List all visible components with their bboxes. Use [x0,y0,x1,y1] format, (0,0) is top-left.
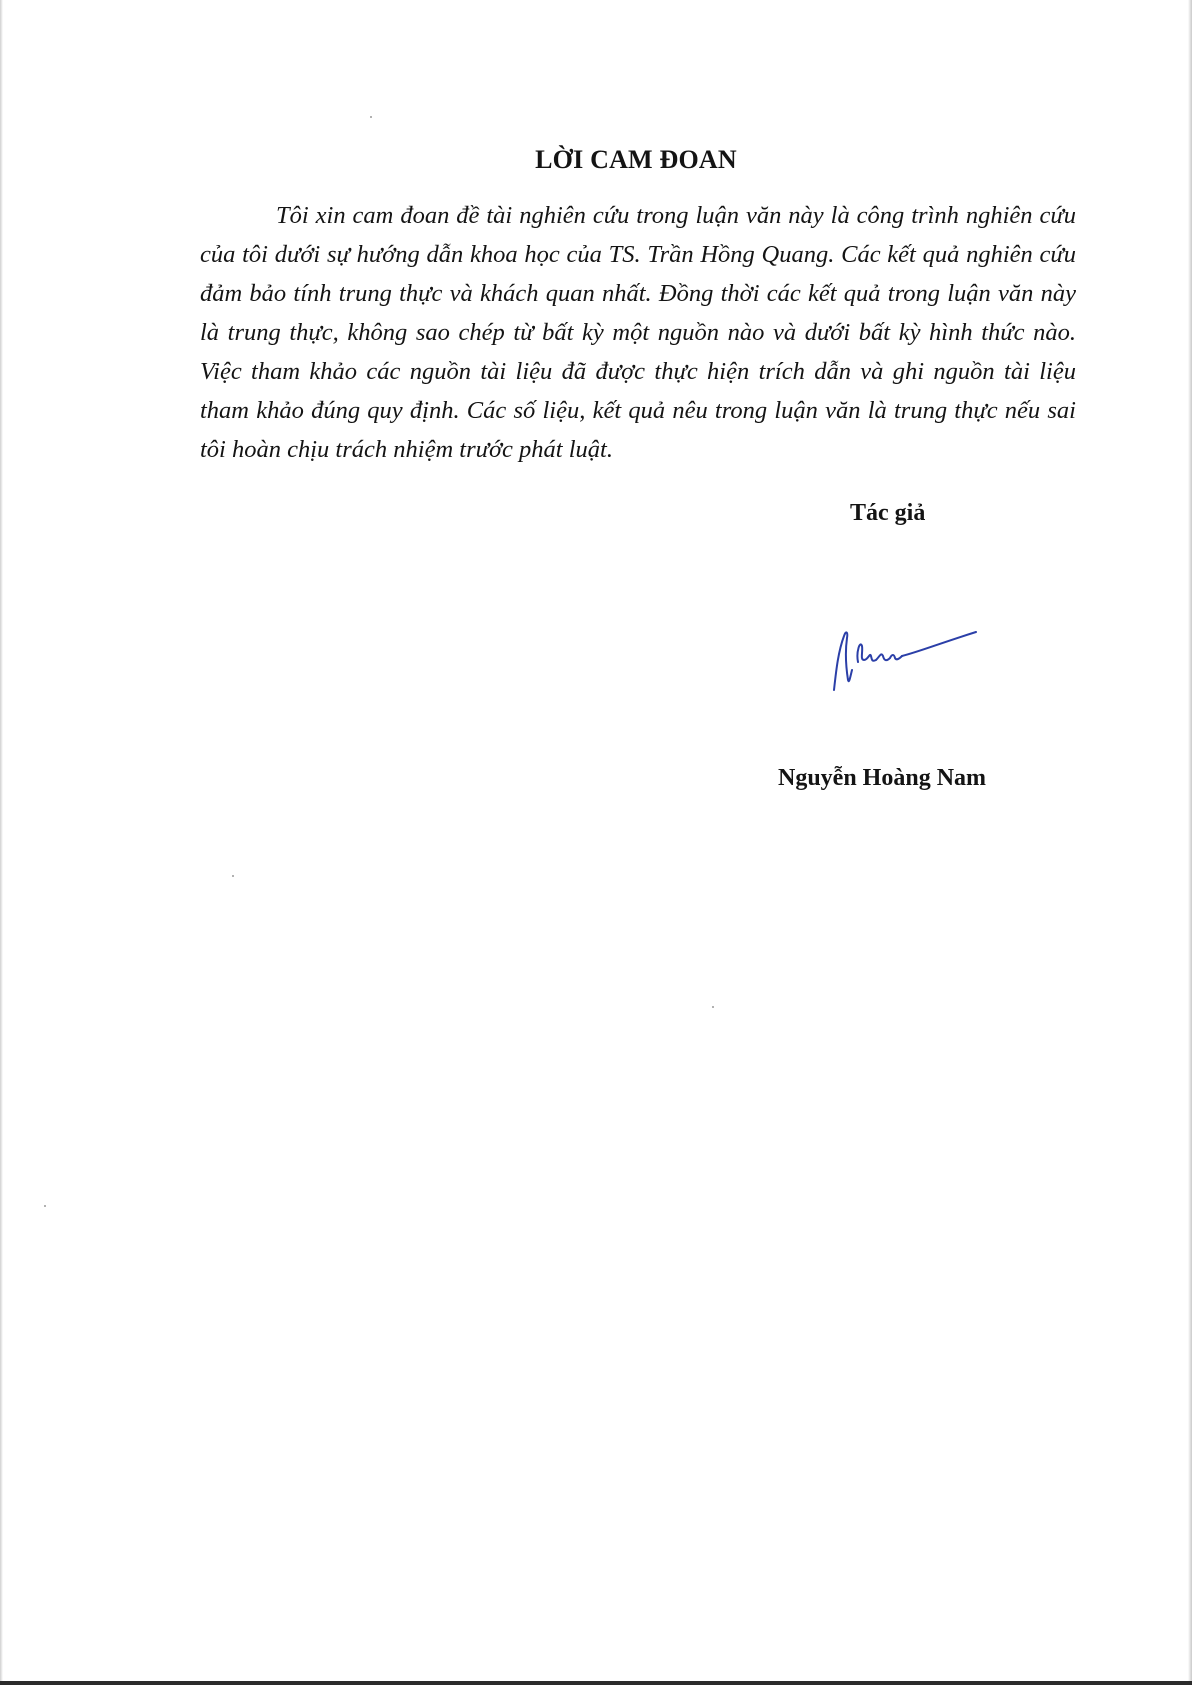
author-name: Nguyễn Hoàng Nam [778,765,987,791]
scan-edge-left [0,0,3,1685]
scan-speck [370,116,372,118]
scan-edge-right [1188,0,1192,1685]
scan-speck [232,875,234,877]
scan-speck [712,1006,714,1008]
page-title: LỜI CAM ĐOAN [535,145,737,174]
author-role-label: Tác giả [850,500,926,526]
declaration-paragraph: Tôi xin cam đoan đề tài nghiên cứu trong luận văn này là công trình nghiên cứu của tôi dưới sự hướng dẫn khoa học của TS. Trần Hồng Quang. Các kết quả nghiên cứu đảm bảo tính trung thực và khách quan nhất. Đồng thời các kết quả trong luận văn này là trung thực, không sao chép từ bất kỳ một nguồn nào và dưới bất kỳ hình thức nào. Việc tham khảo các nguồn tài liệu đã được thực hiện trích dẫn và ghi nguồn tài liệu tham khảo đúng quy định. Các số liệu, kết quả nêu trong luận văn là trung thực nếu sai tôi hoàn chịu trách nhiệm trước phát luật. [200,202,1076,463]
scan-edge-bottom [0,1681,1192,1685]
handwritten-signature [826,622,986,702]
scan-speck [44,1205,46,1207]
